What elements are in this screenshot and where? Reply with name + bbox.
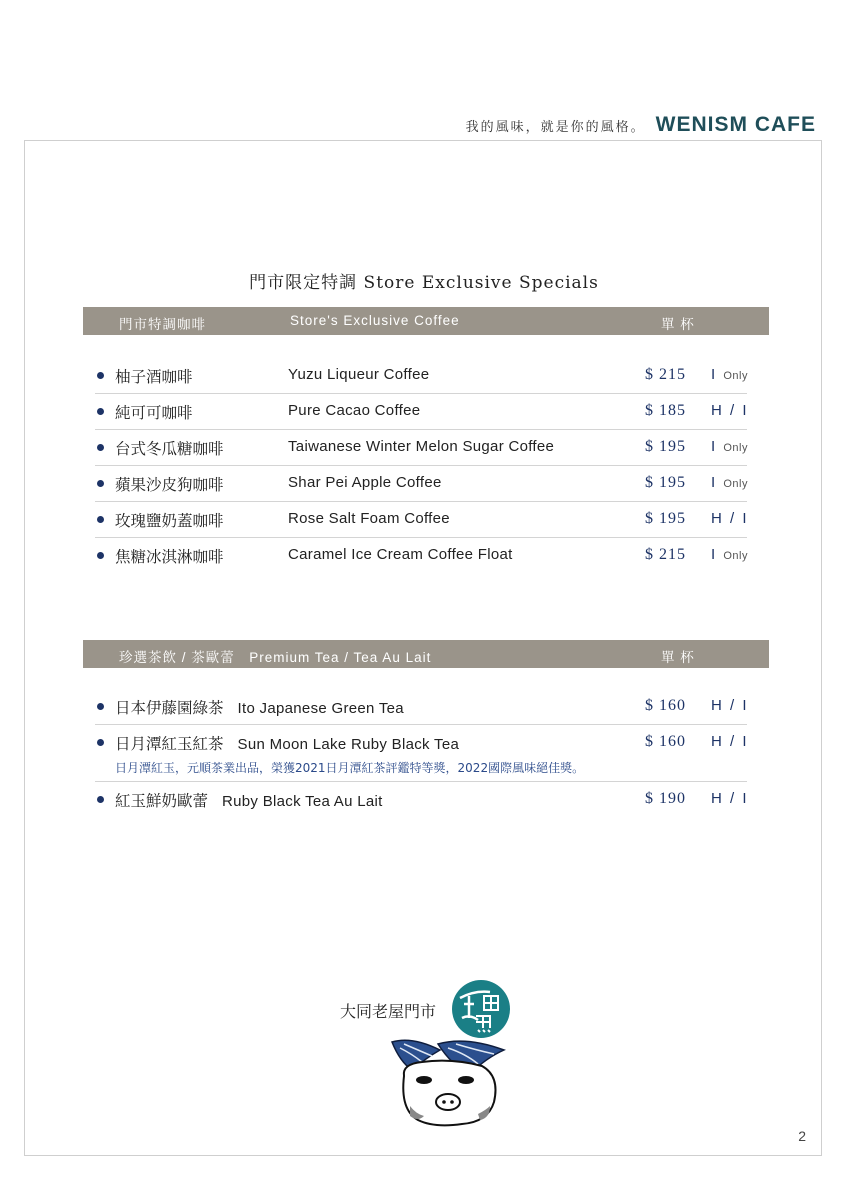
item-size: H / I [711,402,749,419]
item-name-zh: 柚子酒咖啡 [115,368,193,386]
bullet-icon [97,408,104,415]
list-item [95,358,747,394]
item-price: $ 195 [645,474,686,491]
item-name-zh: 台式冬瓜糖咖啡 [115,440,224,458]
bullet-icon [97,516,104,523]
bullet-icon [97,372,104,379]
size-label: I [711,546,718,563]
bullet-icon [97,796,104,803]
item-name-en: Taiwanese Winter Melon Sugar Coffee [288,438,555,455]
item-size: H / I [711,733,749,750]
coffee-list [95,358,747,573]
item-size: H / I [711,697,749,714]
item-size [711,366,748,383]
page-title: 門市限定特調 Store Exclusive Specials [249,273,599,293]
item-name-zh: 玫瑰鹽奶蓋咖啡 [115,512,224,530]
only-label: Only [723,550,748,562]
item-price: $ 185 [645,402,686,419]
item-name-line [115,696,404,718]
list-item [95,502,747,538]
item-size: H / I [711,510,749,527]
list-item [95,782,747,817]
winged-pig-illustration [382,1036,522,1132]
item-note: 日月潭紅玉，元順茶業出品，榮獲2021日月潭紅茶評鑑特等獎，2022國際風味絕佳獎。 [115,761,585,775]
item-size [711,474,748,491]
section-header-coffee [83,307,769,335]
only-label: Only [723,478,748,490]
item-name-zh: 焦糖冰淇淋咖啡 [115,548,224,566]
item-price: $ 195 [645,438,686,455]
size-label: I [711,474,718,491]
item-name-zh: 日月潭紅玉紅茶 [115,735,224,753]
item-price: $ 160 [645,697,686,714]
section-title-en: Store's Exclusive Coffee [290,313,460,328]
item-size [711,546,748,563]
item-name-en: Caramel Ice Cream Coffee Float [288,546,513,563]
item-price: $ 215 [645,366,686,383]
list-item [95,538,747,573]
item-name-en: Pure Cacao Coffee [288,402,421,419]
store-name: 大同老屋門市 [340,1002,437,1021]
section-title-zh: 門市特調咖啡 [119,317,206,332]
item-name-en: Ito Japanese Green Tea [237,700,404,717]
bullet-icon [97,703,104,710]
item-name-zh: 蘋果沙皮狗咖啡 [115,476,224,494]
list-item [95,430,747,466]
item-price: $ 190 [645,790,686,807]
list-item [95,394,747,430]
price-column-header: 單 杯 [661,650,695,665]
price-column-header: 單 杯 [661,317,695,332]
bullet-icon [97,444,104,451]
list-item [95,466,747,502]
item-price: $ 195 [645,510,686,527]
list-item [95,725,747,782]
page-number: 2 [798,1128,806,1144]
bullet-icon [97,552,104,559]
only-label: Only [723,442,748,454]
slogan: 我的風味，就是你的風格。 [465,120,646,135]
brand-logo-text: WENISM CAFE [655,113,816,136]
bullet-icon [97,480,104,487]
item-name-en: Ruby Black Tea Au Lait [222,793,383,810]
section-header-tea [83,640,769,668]
item-name-en: Yuzu Liqueur Coffee [288,366,430,383]
section-title: 珍選茶飲 / 茶歐蕾 Premium Tea / Tea Au Lait [119,650,432,665]
size-label: I [711,438,718,455]
item-name-line [115,732,459,754]
item-size [711,438,748,455]
item-name-en: Shar Pei Apple Coffee [288,474,442,491]
size-label: I [711,366,718,383]
item-name-en: Sun Moon Lake Ruby Black Tea [237,736,460,753]
tea-list [95,689,747,817]
item-name-line [115,789,383,811]
item-name-zh: 純可可咖啡 [115,404,193,422]
item-name-zh: 日本伊藤園綠茶 [115,699,224,717]
header-tagline [466,113,816,137]
list-item [95,689,747,725]
item-size: H / I [711,790,749,807]
item-price: $ 215 [645,546,686,563]
bullet-icon [97,739,104,746]
item-price: $ 160 [645,733,686,750]
item-name-en: Rose Salt Foam Coffee [288,510,450,527]
item-name-zh: 紅玉鮮奶歐蕾 [115,792,209,810]
store-logo-icon [450,978,512,1040]
only-label: Only [723,370,748,382]
